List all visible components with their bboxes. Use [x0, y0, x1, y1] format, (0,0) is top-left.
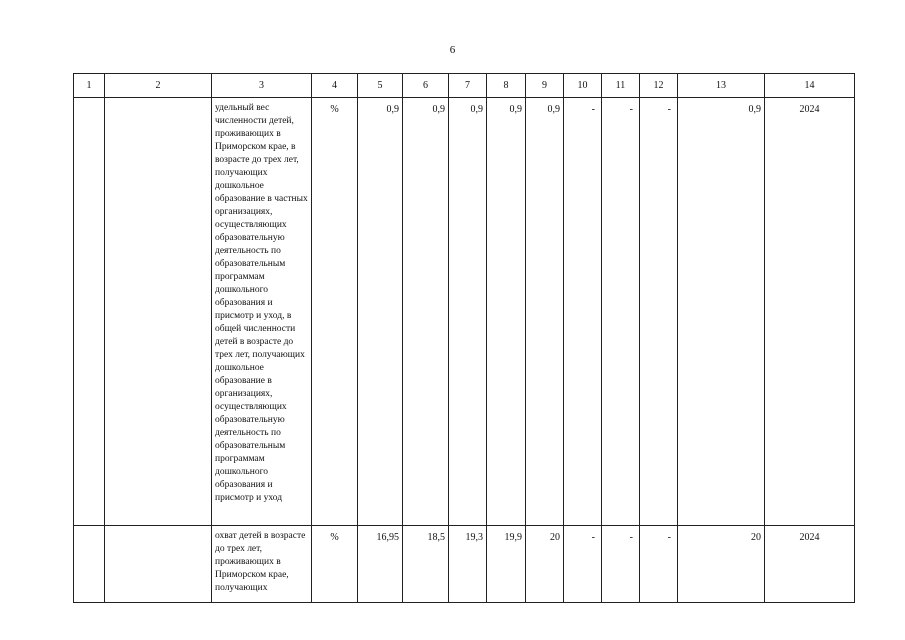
value-cell: 16,95 — [358, 526, 403, 603]
value-cell: 20 — [678, 526, 765, 603]
header-cell: 13 — [678, 74, 765, 98]
header-row — [74, 74, 855, 98]
unit-cell: % — [312, 98, 358, 526]
unit-cell: % — [312, 526, 358, 603]
header-cell: 6 — [403, 74, 449, 98]
value-cell: 19,3 — [449, 526, 487, 603]
header-cell: 2 — [105, 74, 212, 98]
value-cell: 0,9 — [358, 98, 403, 526]
value-cell: - — [640, 98, 678, 526]
header-cell: 8 — [487, 74, 526, 98]
cell-col2 — [105, 98, 212, 526]
indicator-description: удельный вес численности детей, проживающих в Приморском крае, в возрасте до трех лет, получающих дошкольное образование в частных организациях, осуществляющих образовательную деятельность по образовательным программам дошкольного образования и присмотр и уход, в общей численности детей в возрасте до трех лет, получающих дошкольное образование в организациях, осуществляющих образовательную деятельность по образовательным программам дошкольного образования и присмотр и уход — [212, 98, 312, 526]
value-cell: 0,9 — [487, 98, 526, 526]
header-cell: 9 — [526, 74, 564, 98]
header-cell: 5 — [358, 74, 403, 98]
indicator-description: охват детей в возрасте до трех лет, проживающих в Приморском крае, получающих — [212, 526, 312, 603]
header-cell: 14 — [765, 74, 855, 98]
header-cell: 10 — [564, 74, 602, 98]
header-cell: 3 — [212, 74, 312, 98]
year-cell: 2024 — [765, 526, 855, 603]
value-cell: - — [602, 526, 640, 603]
value-cell: 0,9 — [678, 98, 765, 526]
cell-col1 — [74, 526, 105, 603]
year-cell: 2024 — [765, 98, 855, 526]
table-row — [74, 526, 855, 603]
value-cell: - — [602, 98, 640, 526]
header-cell: 12 — [640, 74, 678, 98]
value-cell: - — [564, 526, 602, 603]
cell-col2 — [105, 526, 212, 603]
value-cell: 0,9 — [403, 98, 449, 526]
header-cell: 7 — [449, 74, 487, 98]
table-row — [74, 98, 855, 526]
cell-col1 — [74, 98, 105, 526]
value-cell: 0,9 — [526, 98, 564, 526]
value-cell: 20 — [526, 526, 564, 603]
value-cell: 0,9 — [449, 98, 487, 526]
data-table — [73, 73, 855, 603]
header-cell: 4 — [312, 74, 358, 98]
page-number: 6 — [449, 44, 456, 56]
header-cell: 1 — [74, 74, 105, 98]
value-cell: 18,5 — [403, 526, 449, 603]
value-cell: - — [640, 526, 678, 603]
value-cell: - — [564, 98, 602, 526]
header-cell: 11 — [602, 74, 640, 98]
value-cell: 19,9 — [487, 526, 526, 603]
